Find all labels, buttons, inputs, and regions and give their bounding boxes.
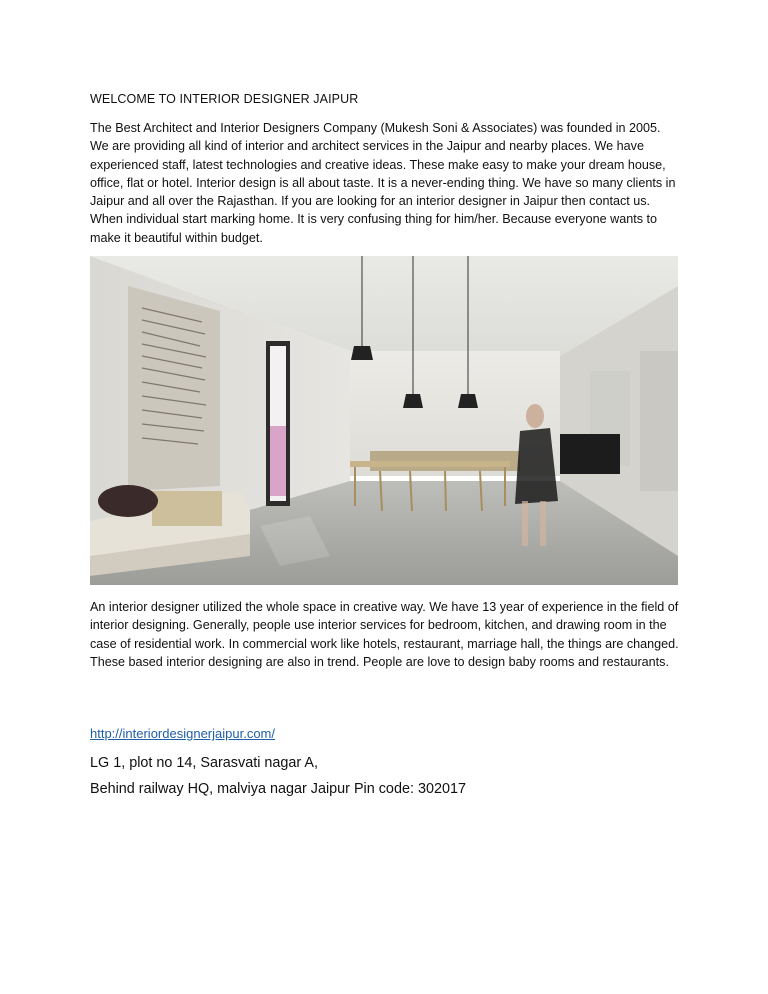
page-heading: WELCOME TO INTERIOR DESIGNER JAIPUR (90, 92, 359, 106)
address-line-2: Behind railway HQ, malviya nagar Jaipur Pin code: 302017 (90, 781, 466, 797)
intro-paragraph: The Best Architect and Interior Designers Company (Mukesh Soni & Associates) was founded in 2005. We are providing all kind of interior and architect services in the Jaipur and nearby places. We have experienced staff, latest technologies and creative ideas. These make easy to make your dream house, office, flat or hotel. Interior design is all about taste. It is a never-ending thing. We have so many clients in Jaipur and all over the Rajasthan. If you are looking for an interior designer in Jaipur then contact us. When individual start marking home. It is very confusing thing for him/her. Because everyone wants to make it beautiful within budget. (90, 121, 676, 245)
address-line-1: LG 1, plot no 14, Sarasvati nagar A, (90, 755, 318, 771)
interior-photo (90, 256, 678, 585)
services-paragraph: An interior designer utilized the whole space in creative way. We have 13 year of experience in the field of interior designing. Generally, people use interior services for bedroom, kitchen, and drawing room in the case of residential work. In commercial work like hotels, restaurant, marriage hall, the things are changed. These based interior designing are also in trend. People are love to design baby rooms and restaurants. (90, 600, 679, 669)
website-link[interactable]: http://interiordesignerjaipur.com/ (90, 726, 275, 741)
